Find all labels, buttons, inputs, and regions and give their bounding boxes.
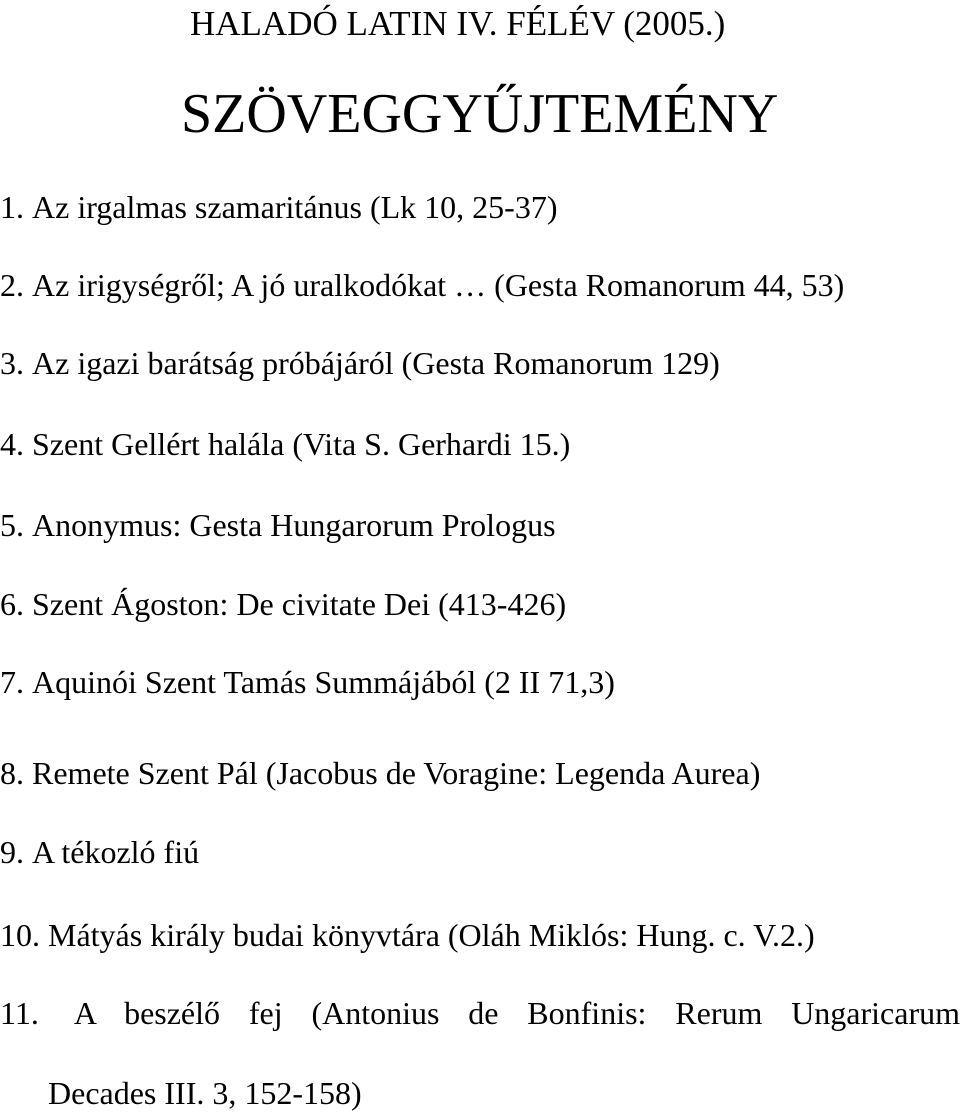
list-item-text: Anonymus: Gesta Hungarorum Prologus bbox=[32, 507, 556, 543]
list-item-number: 11. bbox=[0, 995, 39, 1031]
list-item bbox=[0, 505, 556, 545]
list-item bbox=[0, 187, 557, 227]
list-item-text: A beszélő fej (Antonius de Bonfinis: Rerum Ungaricarum bbox=[73, 995, 960, 1031]
list-item bbox=[0, 753, 760, 793]
list-item-text: Szent Ágoston: De civitate Dei (413-426) bbox=[32, 586, 567, 622]
list-item-number: 10. bbox=[0, 917, 40, 953]
list-item-number: 5. bbox=[0, 507, 24, 543]
list-item-number: 8. bbox=[0, 755, 24, 791]
list-item bbox=[0, 265, 844, 305]
page-title: SZÖVEGGYŰJTEMÉNY bbox=[181, 83, 779, 145]
list-item-text: Remete Szent Pál (Jacobus de Voragine: Legenda Aurea) bbox=[32, 755, 761, 791]
list-item-number: 6. bbox=[0, 586, 24, 622]
list-item bbox=[0, 343, 720, 383]
list-item bbox=[0, 424, 570, 464]
course-header: HALADÓ LATIN IV. FÉLÉV (2005.) bbox=[190, 4, 726, 43]
list-item-text: Decades III. 3, 152-158) bbox=[48, 1075, 362, 1111]
list-item bbox=[0, 915, 815, 955]
list-item bbox=[0, 993, 960, 1033]
list-item-text: Az irigységről; A jó uralkodókat … (Gesta Romanorum 44, 53) bbox=[32, 267, 845, 303]
list-item-number: 2. bbox=[0, 267, 24, 303]
list-item-text: Az igazi barátság próbájáról (Gesta Romanorum 129) bbox=[32, 345, 720, 381]
list-item-text: Aquinói Szent Tamás Summájából (2 II 71,3) bbox=[32, 664, 615, 700]
list-item bbox=[0, 662, 615, 702]
list-item-continuation bbox=[48, 1073, 362, 1113]
list-item-number: 4. bbox=[0, 426, 24, 462]
list-item-text: Az irgalmas szamaritánus (Lk 10, 25-37) bbox=[32, 189, 558, 225]
list-item bbox=[0, 584, 566, 624]
list-item bbox=[0, 832, 199, 872]
list-item-text: Szent Gellért halála (Vita S. Gerhardi 15.) bbox=[32, 426, 571, 462]
list-item-number: 1. bbox=[0, 189, 24, 225]
list-item-number: 3. bbox=[0, 345, 24, 381]
list-item-number: 7. bbox=[0, 664, 24, 700]
list-item-text: A tékozló fiú bbox=[32, 834, 200, 870]
list-item-text: Mátyás király budai könyvtára (Oláh Miklós: Hung. c. V.2.) bbox=[48, 917, 815, 953]
list-item-number: 9. bbox=[0, 834, 24, 870]
